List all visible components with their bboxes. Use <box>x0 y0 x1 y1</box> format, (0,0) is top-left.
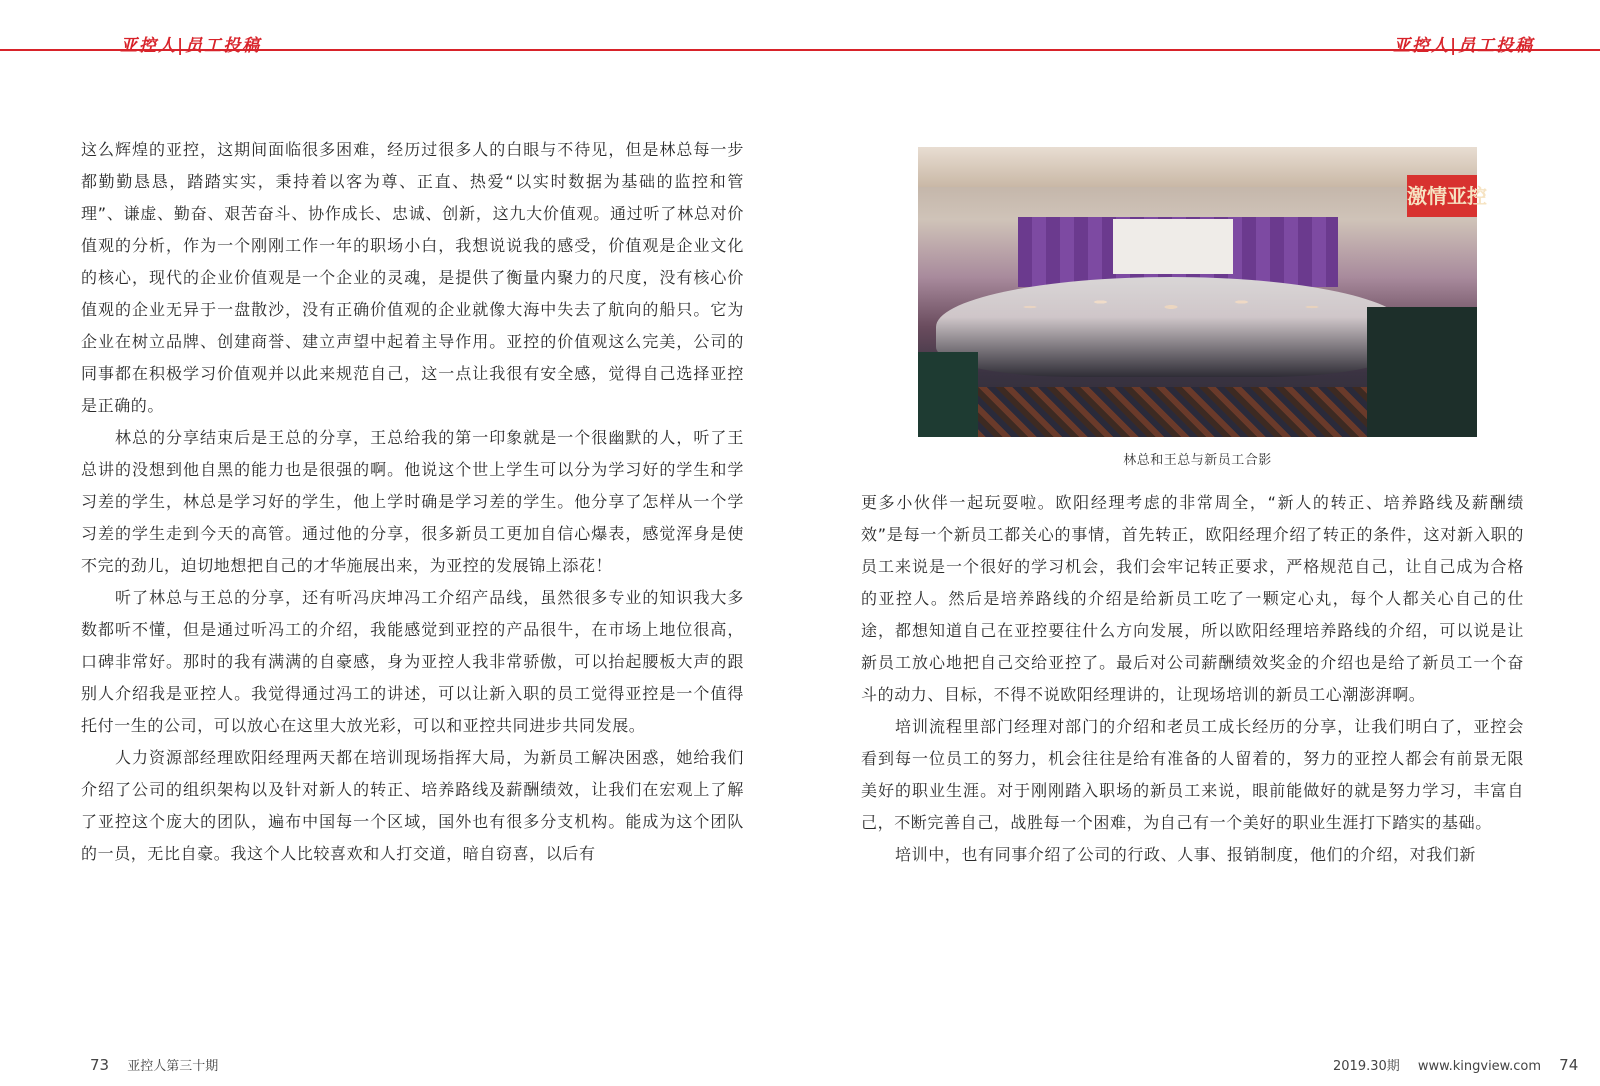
photo-crowd <box>936 257 1406 377</box>
paragraph: 林总的分享结束后是王总的分享，王总给我的第一印象就是一个很幽默的人，听了王总讲的没想到他自黑的能力也是很强的啊。他说这个世上学生可以分为学习好的学生和学习差的学生，林总是学习好的学生，他上学时确是学习差的学生。他分享了怎样从一个学习差的学生走到今天的高管。通过他的分享，很多新员工更加自信心爆表，感觉浑身是使不完的劲儿，迫切地想把自己的才华施展出来，为亚控的发展锦上添花！ <box>81 428 744 575</box>
header-title-right: 亚控人|员工投稿 <box>1393 36 1535 56</box>
paragraph: 听了林总与王总的分享，还有听冯庆坤冯工介绍产品线，虽然很多专业的知识我大多数都听不懂，但是通过听冯工的介绍，我能感觉到亚控的产品很牛，在市场上地位很高，口碑非常好。那时的我有满满的自豪感，身为亚控人我非常骄傲，可以抬起腰板大声的跟别人介绍我是亚控人。我觉得通过冯工的讲述，可以让新入职的员工觉得亚控是一个值得托付一生的公司，可以放心在这里大放光彩，可以和亚控共同进步共同发展。 <box>81 588 744 735</box>
website-url: www.kingview.com <box>1417 1059 1542 1074</box>
photo-table-left <box>918 352 978 437</box>
paragraph: 培训流程里部门经理对部门的介绍和老员工成长经历的分享，让我们明白了，亚控会看到每一位员工的努力，机会往往是给有准备的人留着的，努力的亚控人都会有前景无限美好的职业生涯。对于刚刚踏入职场的新员工来说，眼前能做好的就是努力学习，丰富自己，不断完善自己，战胜每一个困难，为自己有一个美好的职业生涯打下踏实的基础。 <box>861 717 1524 832</box>
footer-right <box>1333 1055 1578 1074</box>
paragraph: 人力资源部经理欧阳经理两天都在培训现场指挥大局，为新员工解决困惑，她给我们介绍了公司的组织架构以及针对新人的转正、培养路线及薪酬绩效，让我们在宏观上了解了亚控这个庞大的团队，遍布中国每一个区域，国外也有很多分支机构。能成为这个团队的一员，无比自豪。我这个人比较喜欢和人打交道，暗自窃喜，以后有 <box>81 748 744 863</box>
header-title-left: 亚控人|员工投稿 <box>120 36 262 56</box>
paragraph: 培训中，也有同事介绍了公司的行政、人事、报销制度，他们的介绍，对我们新 <box>895 845 1477 864</box>
photo-caption: 林总和王总与新员工合影 <box>1123 453 1272 468</box>
left-text-column <box>81 134 744 870</box>
photo-table-right <box>1367 307 1477 437</box>
issue-label: 2019.30期 <box>1333 1059 1400 1074</box>
photo-banner: 激情亚控 <box>1407 175 1477 217</box>
page-number-right: 74 <box>1559 1056 1579 1074</box>
page-number-left: 73 <box>90 1056 110 1074</box>
footer-left <box>90 1055 218 1074</box>
magazine-issue-title: 亚控人第三十期 <box>127 1059 219 1074</box>
paragraph: 这么辉煌的亚控，这期间面临很多困难，经历过很多人的白眼与不待见，但是林总每一步都勤勤恳恳，踏踏实实，秉持着以客为尊、正直、热爱“以实时数据为基础的监控和管理”、谦虚、勤奋、艰苦奋斗、协作成长、忠诚、创新，这九大价值观。通过听了林总对价值观的分析，作为一个刚刚工作一年的职场小白，我想说说我的感受，价值观是企业文化的核心，现代的企业价值观是一个企业的灵魂，是提供了衡量内聚力的尺度，没有核心价值观的企业无异于一盘散沙，没有正确价值观的企业就像大海中失去了航向的船只。它为企业在树立品牌、创建商誉、建立声望中起着主导作用。亚控的价值观这么完美，公司的同事都在积极学习价值观并以此来规范自己，这一点让我很有安全感，觉得自己选择亚控是正确的。 <box>81 140 744 415</box>
group-photo-figure <box>918 147 1487 468</box>
group-photo <box>918 147 1487 437</box>
paragraph: 更多小伙伴一起玩耍啦。欧阳经理考虑的非常周全，“新人的转正、培养路线及薪酬绩效”是每一个新员工都关心的事情，首先转正，欧阳经理介绍了转正的条件，这对新入职的员工来说是一个很好的学习机会，我们会牢记转正要求，严格规范自己，让自己成为合格的亚控人。然后是培养路线的介绍是给新员工吃了一颗定心丸，每个人都关心自己的仕途，都想知道自己在亚控要往什么方向发展，所以欧阳经理培养路线的介绍，可以说是让新员工放心地把自己交给亚控了。最后对公司薪酬绩效奖金的介绍也是给了新员工一个奋斗的动力、目标，不得不说欧阳经理讲的，让现场培训的新员工心潮澎湃啊。 <box>861 493 1524 704</box>
right-text-column <box>861 487 1524 871</box>
photo-ceiling <box>918 147 1477 187</box>
